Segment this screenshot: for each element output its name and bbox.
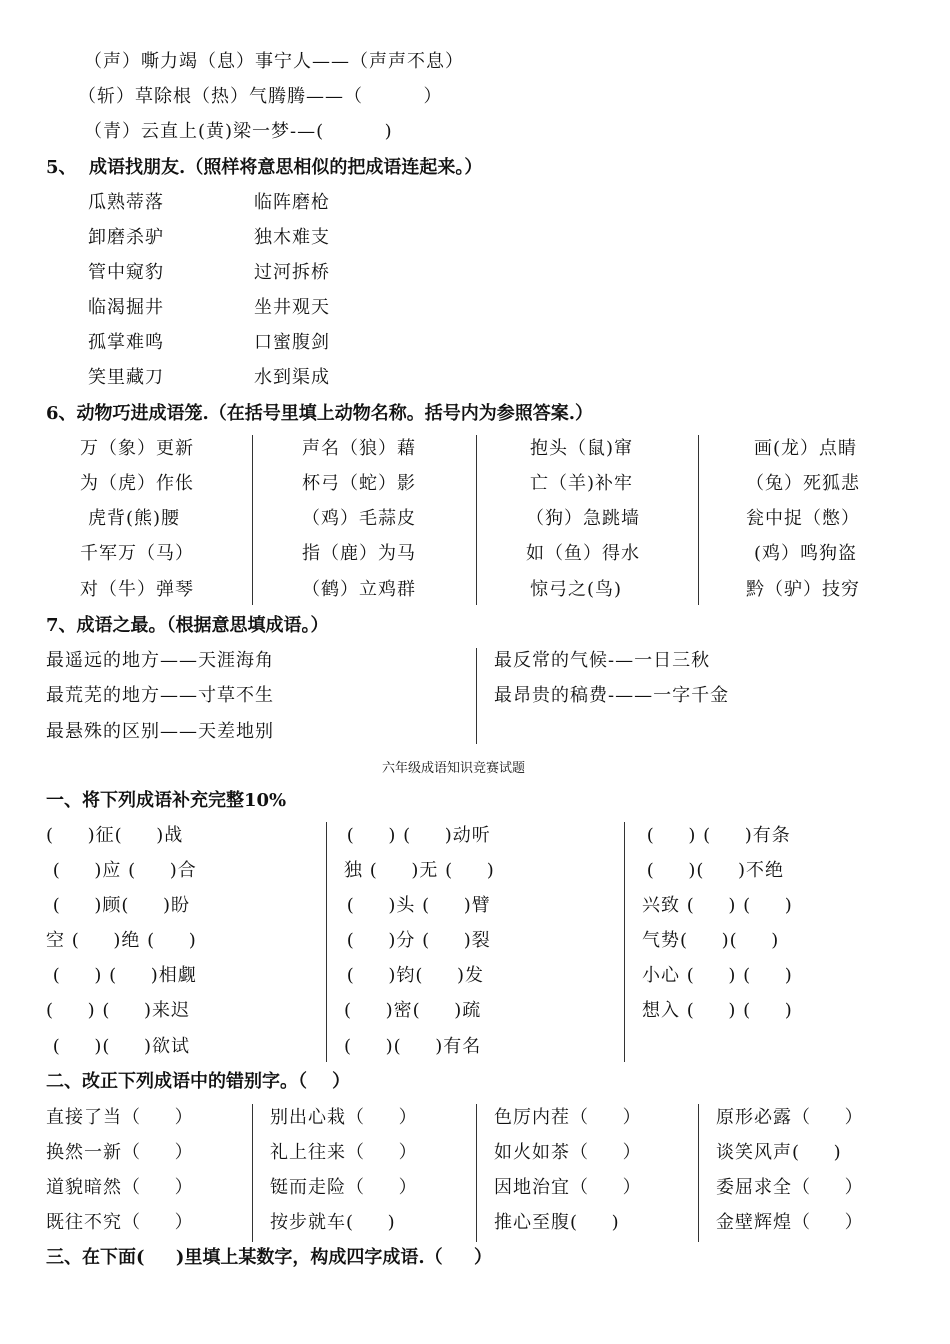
part1-title: 一、将下列成语补充完整10% — [46, 790, 287, 811]
p1-c3-r3: 兴致 ( ) ( ) — [642, 895, 793, 916]
p1-c2-r5: ( )钧( )发 — [340, 965, 485, 986]
s7-left-2: 最荒芜的地方——寸草不生 — [46, 685, 274, 706]
s6-c4-r2: （兔）死狐悲 — [746, 473, 860, 494]
s7-right-2: 最昂贵的稿费-——一字千金 — [494, 685, 730, 706]
p1-c2-r6: ( )密( )疏 — [344, 1000, 482, 1021]
s5-right-4: 坐井观天 — [254, 297, 330, 318]
p2-divider-1 — [252, 1104, 253, 1242]
p2-c3-r2: 如火如茶（ ） — [494, 1142, 642, 1163]
p2-c4-r2: 谈笑风声( ) — [716, 1142, 842, 1163]
intro-line-3: （青）云直上(黄)梁一梦-—( ) — [84, 121, 393, 142]
p2-c1-r3: 道貌暗然（ ） — [46, 1177, 194, 1198]
p1-c3-r2: ( )( )不绝 — [640, 860, 785, 881]
p2-c1-r1: 直接了当（ ） — [46, 1107, 194, 1128]
p1-divider-1 — [326, 822, 327, 1062]
s6-c2-r2: 杯弓（蛇）影 — [302, 473, 416, 494]
s6-divider-1 — [252, 435, 253, 605]
p1-c3-r5: 小心 ( ) ( ) — [642, 965, 793, 986]
s6-c4-r5: 黔（驴）技穷 — [746, 579, 860, 600]
s5-left-1: 瓜熟蒂落 — [88, 192, 164, 213]
p2-divider-2 — [476, 1104, 477, 1242]
p1-c2-r7: ( )( )有名 — [344, 1036, 482, 1057]
s6-c3-r5: 惊弓之(鸟) — [530, 579, 623, 600]
s6-c1-r5: 对（牛）弹琴 — [80, 579, 194, 600]
part3-title: 三、在下面( )里填上某数字，构成四字成语.（ ） — [46, 1247, 492, 1268]
s6-c1-r1: 万（象）更新 — [80, 438, 194, 459]
p1-c2-r2: 独 ( )无 ( ) — [344, 860, 495, 881]
p2-c4-r3: 委屈求全（ ） — [716, 1177, 864, 1198]
p2-c2-r1: 别出心栽（ ） — [270, 1107, 418, 1128]
p2-c3-r1: 色厉内茬（ ） — [494, 1107, 642, 1128]
p2-c2-r3: 铤而走险（ ） — [270, 1177, 418, 1198]
s5-right-5: 口蜜腹剑 — [254, 332, 330, 353]
part2-title: 二、改正下列成语中的错别字。（ ） — [46, 1071, 351, 1092]
s6-c3-r1: 抱头（鼠)窜 — [530, 438, 634, 459]
p1-c1-r5: ( ) ( )相觑 — [46, 965, 197, 986]
p1-c3-r1: ( ) ( )有条 — [640, 825, 791, 846]
s6-c4-r3: 瓮中捉（憋） — [746, 508, 860, 529]
p2-c1-r2: 换然一新（ ） — [46, 1142, 194, 1163]
p1-c1-r7: ( )( )欲试 — [46, 1036, 191, 1057]
s5-left-6: 笑里藏刀 — [88, 367, 164, 388]
p2-c4-r4: 金壁辉煌（ ） — [716, 1212, 864, 1233]
s6-c3-r2: 亡（羊)补牢 — [530, 473, 634, 494]
s6-c3-r3: （狗）急跳墙 — [526, 508, 640, 529]
s5-left-5: 孤掌难鸣 — [88, 332, 164, 353]
p1-c2-r3: ( )头 ( )臂 — [340, 895, 491, 916]
s5-left-4: 临渴掘井 — [88, 297, 164, 318]
p2-c2-r4: 按步就车( ) — [270, 1212, 396, 1233]
s6-c1-r3: 虎背(熊)腰 — [88, 508, 181, 529]
p1-c2-r4: ( )分 ( )裂 — [340, 930, 491, 951]
p1-divider-2 — [624, 822, 625, 1062]
p1-c1-r6: ( ) ( )来迟 — [46, 1000, 191, 1021]
p2-c3-r3: 因地治宜（ ） — [494, 1177, 642, 1198]
s5-left-3: 管中窥豹 — [88, 262, 164, 283]
p1-c1-r2: ( )应 ( )合 — [46, 860, 197, 881]
s6-c3-r4: 如（鱼）得水 — [526, 543, 640, 564]
s5-right-2: 独木难支 — [254, 227, 330, 248]
s6-c2-r5: （鹤）立鸡群 — [302, 579, 416, 600]
p2-c4-r1: 原形必露（ ） — [716, 1107, 864, 1128]
section7-title: 7、成语之最。（根据意思填成语。） — [46, 615, 329, 636]
s6-c2-r1: 声名（狼）藉 — [302, 438, 416, 459]
s7-right-1: 最反常的气候-—一日三秋 — [494, 650, 711, 671]
s6-c1-r2: 为（虎）作伥 — [80, 473, 194, 494]
p2-c2-r2: 礼上往来（ ） — [270, 1142, 418, 1163]
p2-c3-r4: 推心至腹( ) — [494, 1212, 620, 1233]
s7-left-3: 最悬殊的区别——天差地别 — [46, 721, 274, 742]
p1-c1-r4: 空 ( )绝 ( ) — [46, 930, 197, 951]
s5-right-3: 过河拆桥 — [254, 262, 330, 283]
s5-right-6: 水到渠成 — [254, 367, 330, 388]
section6-title: 6、动物巧进成语笼.（在括号里填上动物名称。括号内为参照答案.） — [46, 403, 594, 424]
p1-c2-r1: ( ) ( )动听 — [340, 825, 491, 846]
intro-line-2: （斩）草除根（热）气腾腾——（ ） — [78, 86, 443, 107]
exam-title: 六年级成语知识竞赛试题 — [382, 761, 526, 776]
s6-c1-r4: 千军万（马） — [80, 543, 194, 564]
s6-c2-r3: （鸡）毛蒜皮 — [302, 508, 416, 529]
p1-c3-r4: 气势( )( ) — [642, 930, 780, 951]
s7-left-1: 最遥远的地方——天涯海角 — [46, 650, 274, 671]
s5-left-2: 卸磨杀驴 — [88, 227, 164, 248]
s6-divider-2 — [476, 435, 477, 605]
s7-divider — [476, 648, 477, 744]
p1-c1-r3: ( )顾( )盼 — [46, 895, 191, 916]
s6-c2-r4: 指（鹿）为马 — [302, 543, 416, 564]
p1-c1-r1: ( )征( )战 — [46, 825, 184, 846]
s6-c4-r4: (鸡）鸣狗盗 — [754, 543, 858, 564]
intro-line-1: （声）嘶力竭（息）事宁人——（声声不息） — [84, 51, 464, 72]
p1-c3-r6: 想入 ( ) ( ) — [642, 1000, 793, 1021]
p2-c1-r4: 既往不究（ ） — [46, 1212, 194, 1233]
s6-divider-3 — [698, 435, 699, 605]
s5-right-1: 临阵磨枪 — [254, 192, 330, 213]
p2-divider-3 — [698, 1104, 699, 1242]
s6-c4-r1: 画(龙）点睛 — [754, 438, 858, 459]
section5-title: 5、 成语找朋友.（照样将意思相似的把成语连起来。） — [46, 157, 483, 178]
